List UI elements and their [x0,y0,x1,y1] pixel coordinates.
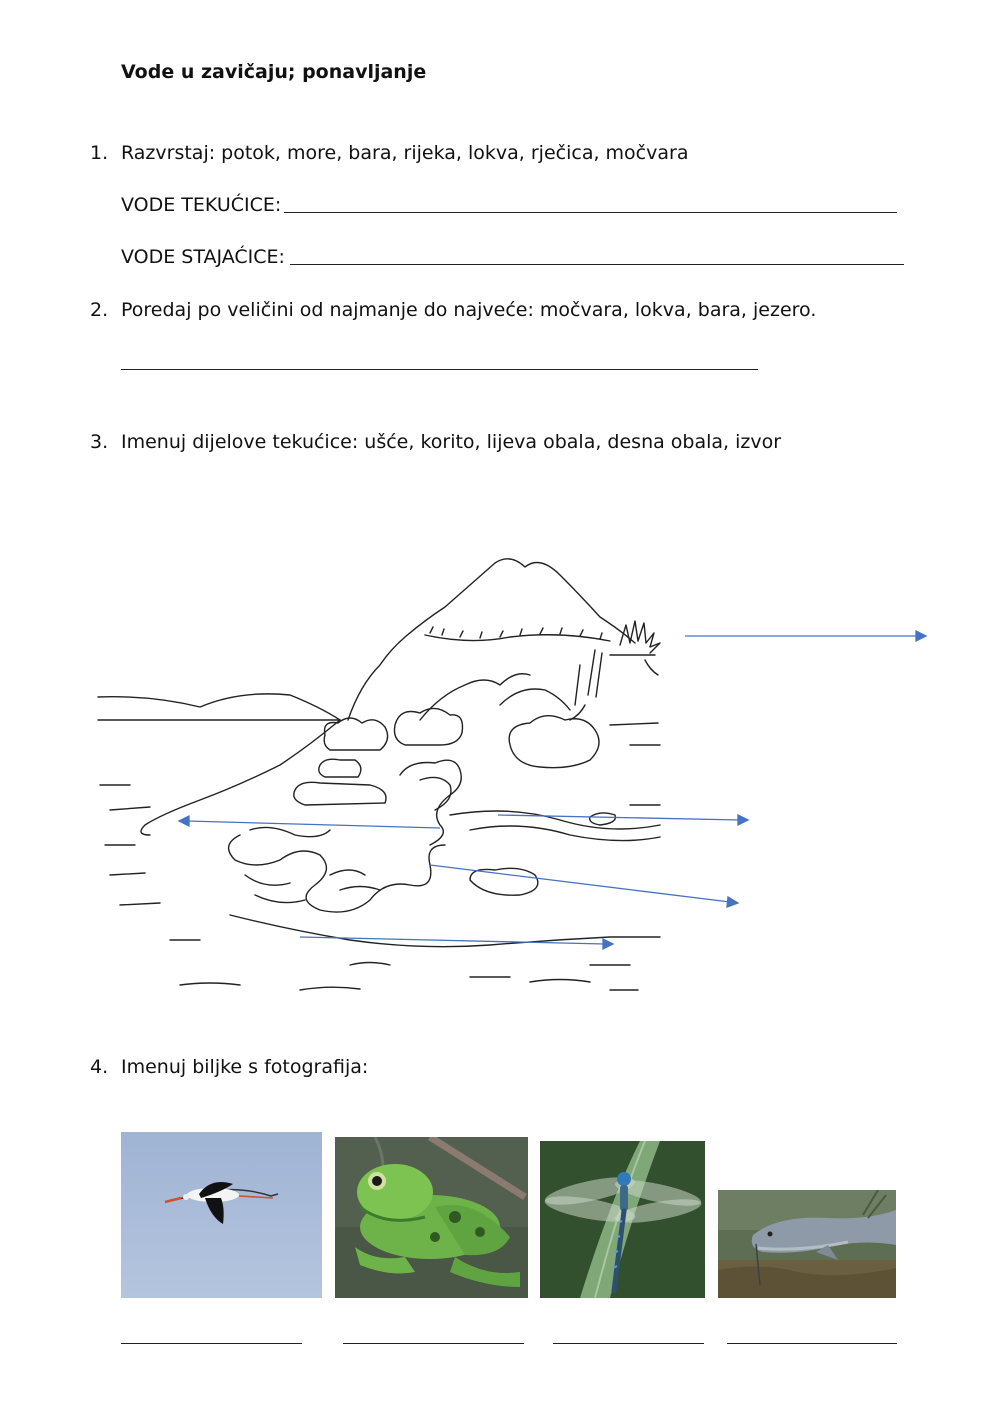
label-vode-tekucice: VODE TEKUĆICE: [121,194,282,216]
answer-line-photo-3[interactable] [553,1343,704,1344]
answer-line-tekucice[interactable] [284,212,897,213]
frog-image [335,1137,528,1298]
answer-line-photo-4[interactable] [727,1343,897,1344]
question-4-number: 4. [90,1056,109,1078]
dragonfly-image [540,1141,705,1298]
page-title: Vode u zavičaju; ponavljanje [121,61,427,83]
photo-stork [121,1132,322,1298]
answer-line-order[interactable] [121,369,758,370]
catfish-image [718,1190,896,1298]
photo-catfish [718,1190,896,1298]
stork-image [121,1132,322,1298]
question-3-text: Imenuj dijelove tekućice: ušće, korito, lijeva obala, desna obala, izvor [121,431,782,453]
answer-line-stajacice[interactable] [290,264,904,265]
photo-dragonfly [540,1141,705,1298]
answer-line-photo-1[interactable] [121,1343,302,1344]
question-1-number: 1. [90,142,109,164]
river-landscape-illustration [90,545,940,1005]
answer-line-photo-2[interactable] [343,1343,524,1344]
question-2-text: Poredaj po veličini od najmanje do najveće: močvara, lokva, bara, jezero. [121,299,817,321]
question-3-number: 3. [90,431,109,453]
question-4-text: Imenuj biljke s fotografija: [121,1056,369,1078]
question-2-number: 2. [90,299,109,321]
label-vode-stajacice: VODE STAJAĆICE: [121,246,285,268]
question-1-text: Razvrstaj: potok, more, bara, rijeka, lokva, rječica, močvara [121,142,689,164]
photo-frog [335,1137,528,1298]
